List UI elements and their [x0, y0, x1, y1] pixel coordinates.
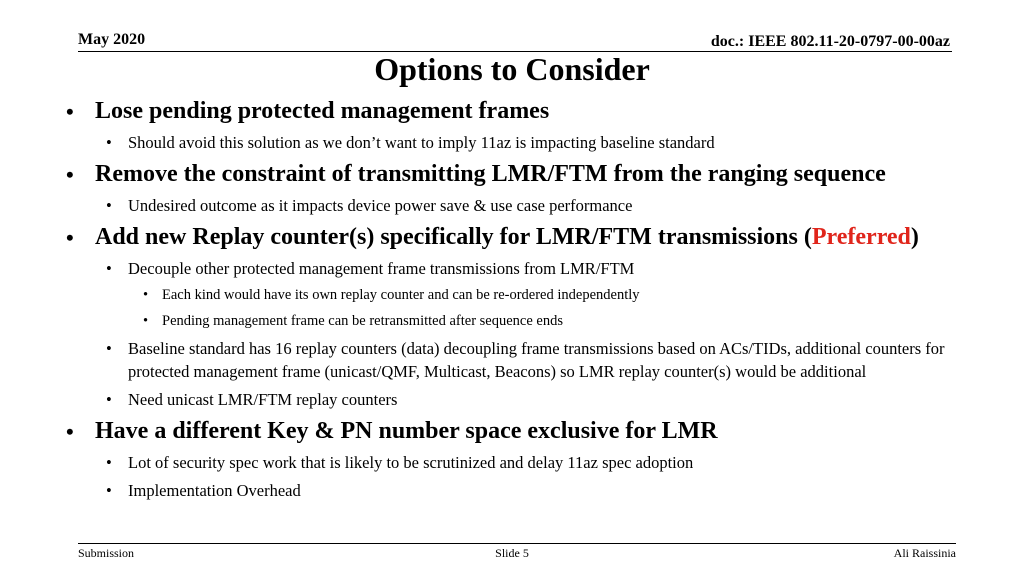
header-doc-id: doc.: IEEE 802.11-20-0797-00-00az [710, 33, 950, 50]
bullet-text: Implementation Overhead [128, 481, 301, 500]
bullet-dot-icon: • [66, 99, 74, 124]
bullet-level2 [0, 257, 1000, 280]
preferred-highlight: Preferred [811, 224, 911, 250]
footer-submission: Submission [78, 546, 135, 560]
bullet-text: Undesired outcome as it impacts device power save & use case performance [128, 196, 633, 215]
bullet-level1 [0, 222, 1000, 253]
bullet-dot-icon: • [106, 481, 112, 500]
bullet-text: Each kind would have its own replay counter and can be re-ordered independently [162, 287, 640, 303]
bullet-text: Remove the constraint of transmitting LMR/FTM from the ranging sequence [95, 161, 886, 187]
bullet-text: Baseline standard has 16 replay counters (data) decoupling frame transmissions based on ACs/TIDs, additional counters for protected management frame (unicast/QMF, Multicast, Beacons) so LMR replay counter(s) would be additional [128, 339, 945, 381]
bullet-dot-icon: • [143, 287, 149, 303]
bullet-text: Decouple other protected management frame transmissions from LMR/FTM [128, 259, 635, 278]
bullet-dot-icon: • [143, 313, 149, 329]
bullet-level2 [0, 451, 1000, 474]
footer-author: Ali Raissinia [893, 546, 956, 560]
header-date: May 2020 [78, 31, 146, 48]
bullet-dot-icon: • [106, 339, 112, 358]
bullet-level2 [0, 131, 1000, 154]
bullet-level3 [0, 285, 1000, 305]
bullet-dot-icon: • [106, 453, 112, 472]
bullet-text: Need unicast LMR/FTM replay counters [128, 390, 398, 409]
bullet-dot-icon: • [106, 259, 112, 278]
bullet-level2 [0, 337, 1000, 383]
bullet-text: Pending management frame can be retransmitted after sequence ends [162, 313, 563, 329]
bullet-dot-icon: • [66, 162, 74, 187]
footer-slide-number: Slide 5 [495, 546, 529, 560]
footer-divider [78, 543, 956, 544]
bullet-text: Lot of security spec work that is likely to be scrutinized and delay 11az spec adoption [128, 453, 694, 472]
bullet-text-suffix: ) [910, 224, 919, 250]
bullet-dot-icon: • [66, 419, 74, 444]
bullet-dot-icon: • [106, 196, 112, 215]
bullet-level2 [0, 194, 1000, 217]
slide-title: Options to Consider [374, 51, 650, 87]
bullet-text: Lose pending protected management frames [95, 98, 550, 124]
bullet-text-prefix: Add new Replay counter(s) specifically for LMR/FTM transmissions ( [95, 224, 812, 250]
bullet-dot-icon: • [106, 133, 112, 152]
bullet-level1 [0, 159, 1000, 190]
bullet-dot-icon: • [66, 225, 74, 250]
bullet-level3 [0, 311, 1000, 331]
bullet-dot-icon: • [106, 390, 112, 409]
bullet-text: Have a different Key & PN number space exclusive for LMR [95, 418, 718, 444]
bullet-text: Should avoid this solution as we don’t want to imply 11az is impacting baseline standard [128, 133, 715, 152]
bullet-level2 [0, 479, 1000, 502]
slide-body [0, 96, 1000, 507]
bullet-level1 [0, 96, 1000, 127]
bullet-level1 [0, 416, 1000, 447]
bullet-level2 [0, 388, 1000, 411]
